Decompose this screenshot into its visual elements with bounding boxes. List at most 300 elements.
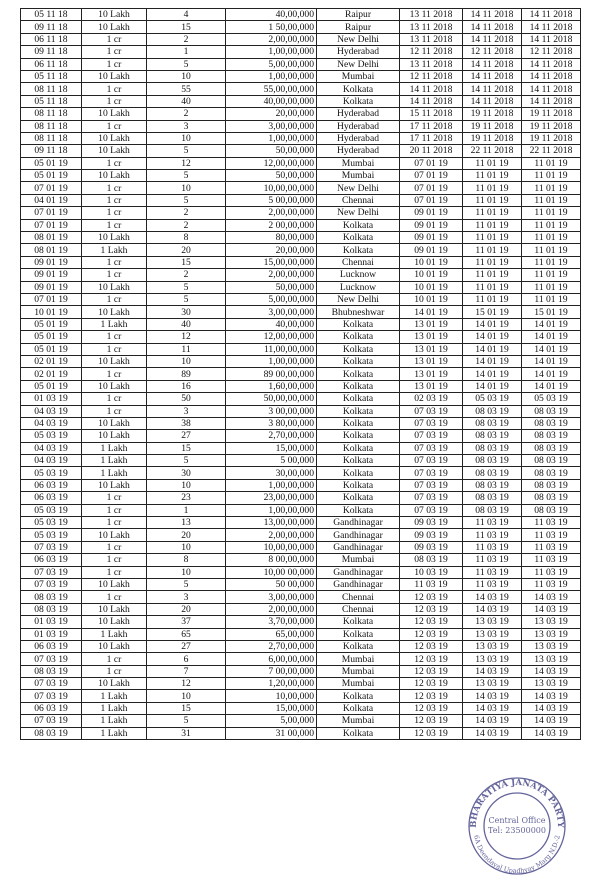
table-cell: 14 11 2018 <box>463 95 522 107</box>
table-cell: 3 00,00,000 <box>226 405 317 417</box>
table-cell: 12 03 19 <box>400 591 463 603</box>
table-cell: 10 Lakh <box>82 9 147 21</box>
table-cell: 11 03 19 <box>522 517 581 529</box>
table-row <box>21 170 581 182</box>
table-cell: 65,00,000 <box>226 628 317 640</box>
table-cell: 08 11 18 <box>21 120 82 132</box>
table-cell: 11 03 19 <box>463 541 522 553</box>
table-cell: Kolkata <box>317 430 400 442</box>
table-cell: 12 <box>147 331 226 343</box>
table-cell: 2,00,00,000 <box>226 269 317 281</box>
table-cell: 02 03 19 <box>400 393 463 405</box>
table-cell: 11 01 19 <box>463 194 522 206</box>
table-row <box>21 665 581 677</box>
table-cell: 2,00,00,000 <box>226 207 317 219</box>
table-row <box>21 529 581 541</box>
table-cell: 15 <box>147 21 226 33</box>
table-cell: Kolkata <box>317 355 400 367</box>
table-cell: 04 03 19 <box>21 417 82 429</box>
table-cell: 12 11 2018 <box>400 46 463 58</box>
table-cell: 1 cr <box>82 194 147 206</box>
table-cell: 14 11 2018 <box>463 9 522 21</box>
table-cell: Hyderabad <box>317 46 400 58</box>
table-cell: 13 03 19 <box>463 628 522 640</box>
table-cell: 11 03 19 <box>463 517 522 529</box>
table-cell: 20 11 2018 <box>400 145 463 157</box>
table-cell: 2 <box>147 108 226 120</box>
table-cell: 27 <box>147 430 226 442</box>
table-cell: 11 01 19 <box>463 170 522 182</box>
table-row <box>21 70 581 82</box>
table-cell: 13 01 19 <box>400 318 463 330</box>
table-cell: 1,60,00,000 <box>226 380 317 392</box>
table-cell: 07 03 19 <box>400 442 463 454</box>
table-cell: 4 <box>147 9 226 21</box>
table-cell: 80,00,000 <box>226 232 317 244</box>
table-row <box>21 318 581 330</box>
table-cell: 12 03 19 <box>400 702 463 714</box>
table-cell: 02 01 19 <box>21 355 82 367</box>
table-row <box>21 405 581 417</box>
table-cell: 08 03 19 <box>522 455 581 467</box>
table-cell: 7 00,00,000 <box>226 665 317 677</box>
table-row <box>21 368 581 380</box>
table-cell: 11 03 19 <box>463 578 522 590</box>
table-cell: Chennai <box>317 256 400 268</box>
table-cell: 1 cr <box>82 504 147 516</box>
table-row <box>21 343 581 355</box>
table-row <box>21 207 581 219</box>
table-cell: 07 03 19 <box>400 455 463 467</box>
table-row <box>21 566 581 578</box>
table-cell: 06 11 18 <box>21 33 82 45</box>
table-row <box>21 517 581 529</box>
table-cell: 12 <box>147 678 226 690</box>
table-cell: 08 03 19 <box>522 492 581 504</box>
table-cell: 05 01 19 <box>21 318 82 330</box>
table-cell: Hyderabad <box>317 108 400 120</box>
table-cell: 07 03 19 <box>21 566 82 578</box>
table-body <box>21 9 581 740</box>
table-cell: 2,00,00,000 <box>226 529 317 541</box>
table-cell: 12 11 2018 <box>400 70 463 82</box>
table-cell: 05 01 19 <box>21 331 82 343</box>
table-cell: 10 Lakh <box>82 430 147 442</box>
table-cell: 1 Lakh <box>82 628 147 640</box>
bond-encashment-table <box>20 8 581 740</box>
table-cell: Chennai <box>317 603 400 615</box>
table-cell: 14 01 19 <box>463 318 522 330</box>
table-cell: Mumbai <box>317 170 400 182</box>
table-cell: 5 <box>147 578 226 590</box>
table-row <box>21 182 581 194</box>
table-row <box>21 430 581 442</box>
table-cell: 1 cr <box>82 492 147 504</box>
table-cell: 31 00,000 <box>226 727 317 739</box>
table-cell: 11 01 19 <box>522 170 581 182</box>
table-cell: 65 <box>147 628 226 640</box>
table-cell: 09 01 19 <box>400 244 463 256</box>
table-cell: 19 11 2018 <box>463 132 522 144</box>
table-cell: 14 11 2018 <box>463 33 522 45</box>
table-cell: 12 11 2018 <box>522 46 581 58</box>
table-cell: 14 01 19 <box>522 355 581 367</box>
table-cell: 17 11 2018 <box>400 120 463 132</box>
table-cell: 20,00,000 <box>226 108 317 120</box>
table-cell: 8 <box>147 554 226 566</box>
table-cell: Mumbai <box>317 715 400 727</box>
table-row <box>21 9 581 21</box>
table-cell: 6 <box>147 653 226 665</box>
table-cell: 08 01 19 <box>21 244 82 256</box>
table-cell: Kolkata <box>317 616 400 628</box>
table-cell: 1 cr <box>82 83 147 95</box>
table-cell: 15 <box>147 702 226 714</box>
table-cell: 11 03 19 <box>522 578 581 590</box>
table-cell: 27 <box>147 640 226 652</box>
table-cell: 14 01 19 <box>522 380 581 392</box>
table-cell: 11 01 19 <box>522 232 581 244</box>
table-cell: Gandhinagar <box>317 529 400 541</box>
table-cell: 40 <box>147 95 226 107</box>
table-cell: 11 01 19 <box>522 194 581 206</box>
table-cell: 14 01 19 <box>463 380 522 392</box>
table-cell: 5,00,000 <box>226 715 317 727</box>
table-cell: 10 <box>147 182 226 194</box>
table-cell: 08 03 19 <box>463 417 522 429</box>
table-cell: 14 03 19 <box>463 715 522 727</box>
table-cell: 2,00,00,000 <box>226 33 317 45</box>
table-row <box>21 108 581 120</box>
table-row <box>21 83 581 95</box>
table-cell: 07 01 19 <box>21 182 82 194</box>
table-cell: 1 cr <box>82 256 147 268</box>
table-cell: 09 11 18 <box>21 145 82 157</box>
table-cell: 14 03 19 <box>522 603 581 615</box>
table-cell: 3,00,00,000 <box>226 306 317 318</box>
table-cell: 11 01 19 <box>463 256 522 268</box>
table-cell: 08 03 19 <box>21 591 82 603</box>
table-cell: 07 03 19 <box>21 715 82 727</box>
table-cell: 19 11 2018 <box>522 132 581 144</box>
table-cell: 15 01 19 <box>463 306 522 318</box>
table-cell: 06 03 19 <box>21 479 82 491</box>
table-row <box>21 455 581 467</box>
table-cell: Mumbai <box>317 157 400 169</box>
table-cell: 06 03 19 <box>21 702 82 714</box>
table-cell: 13 01 19 <box>400 331 463 343</box>
table-row <box>21 603 581 615</box>
table-cell: Kolkata <box>317 219 400 231</box>
table-cell: 07 01 19 <box>21 219 82 231</box>
table-cell: 09 01 19 <box>400 219 463 231</box>
table-cell: 1 cr <box>82 517 147 529</box>
table-cell: 14 11 2018 <box>400 83 463 95</box>
table-cell: 14 11 2018 <box>522 21 581 33</box>
table-row <box>21 616 581 628</box>
table-cell: 10 Lakh <box>82 145 147 157</box>
table-cell: Kolkata <box>317 405 400 417</box>
table-cell: 13 03 19 <box>463 653 522 665</box>
table-cell: 10 Lakh <box>82 417 147 429</box>
table-cell: 13,00,00,000 <box>226 517 317 529</box>
table-cell: 09 03 19 <box>400 517 463 529</box>
table-cell: 11 01 19 <box>522 219 581 231</box>
table-cell: 13 03 19 <box>522 628 581 640</box>
table-cell: 14 11 2018 <box>463 21 522 33</box>
table-cell: 1 cr <box>82 120 147 132</box>
table-cell: 50 00,000 <box>226 578 317 590</box>
table-cell: 14 11 2018 <box>522 70 581 82</box>
table-cell: 14 03 19 <box>522 591 581 603</box>
table-cell: 09 11 18 <box>21 46 82 58</box>
table-cell: Kolkata <box>317 640 400 652</box>
table-cell: 08 03 19 <box>522 417 581 429</box>
table-cell: 11 01 19 <box>463 182 522 194</box>
table-cell: 12 11 2018 <box>463 46 522 58</box>
table-cell: Hyderabad <box>317 120 400 132</box>
table-cell: 11 01 19 <box>522 256 581 268</box>
table-cell: 11 01 19 <box>522 293 581 305</box>
table-row <box>21 145 581 157</box>
table-cell: 08 03 19 <box>463 430 522 442</box>
table-row <box>21 33 581 45</box>
table-cell: 50,00,000 <box>226 170 317 182</box>
table-cell: 1 cr <box>82 33 147 45</box>
table-cell: 14 03 19 <box>463 702 522 714</box>
table-cell: 08 03 19 <box>522 467 581 479</box>
table-cell: 11 01 19 <box>463 219 522 231</box>
table-cell: Mumbai <box>317 653 400 665</box>
table-cell: 10 01 19 <box>400 269 463 281</box>
table-cell: 20,00,000 <box>226 244 317 256</box>
table-cell: Mumbai <box>317 554 400 566</box>
table-row <box>21 219 581 231</box>
table-cell: Kolkata <box>317 455 400 467</box>
table-cell: 10 <box>147 690 226 702</box>
table-cell: 09 01 19 <box>21 281 82 293</box>
table-cell: 13 03 19 <box>463 616 522 628</box>
table-cell: 1 cr <box>82 95 147 107</box>
table-cell: 14 03 19 <box>463 727 522 739</box>
table-cell: Kolkata <box>317 467 400 479</box>
table-cell: 11 <box>147 343 226 355</box>
table-cell: 12,00,00,000 <box>226 157 317 169</box>
table-row <box>21 306 581 318</box>
table-cell: 14 01 19 <box>463 355 522 367</box>
table-cell: 5 00,000 <box>226 455 317 467</box>
table-cell: 3 <box>147 120 226 132</box>
table-cell: 07 03 19 <box>400 405 463 417</box>
table-cell: 89 00,00,000 <box>226 368 317 380</box>
table-cell: 11 01 19 <box>522 182 581 194</box>
table-cell: 50,00,000 <box>226 281 317 293</box>
table-cell: 14 03 19 <box>522 702 581 714</box>
table-cell: 5 00,00,000 <box>226 194 317 206</box>
table-cell: Kolkata <box>317 479 400 491</box>
table-cell: Kolkata <box>317 702 400 714</box>
table-cell: 5 <box>147 455 226 467</box>
table-row <box>21 554 581 566</box>
table-cell: 06 03 19 <box>21 492 82 504</box>
table-cell: 08 03 19 <box>21 727 82 739</box>
table-cell: 11 01 19 <box>463 281 522 293</box>
table-cell: 14 11 2018 <box>463 70 522 82</box>
table-cell: 10 Lakh <box>82 306 147 318</box>
table-cell: 10 01 19 <box>400 281 463 293</box>
table-cell: 08 11 18 <box>21 132 82 144</box>
table-cell: 1,20,00,000 <box>226 678 317 690</box>
table-cell: 10 Lakh <box>82 355 147 367</box>
table-cell: 12 03 19 <box>400 690 463 702</box>
table-cell: 11 01 19 <box>463 207 522 219</box>
table-row <box>21 715 581 727</box>
table-cell: 2 <box>147 219 226 231</box>
table-cell: 1 cr <box>82 591 147 603</box>
table-cell: 07 03 19 <box>21 690 82 702</box>
table-cell: 13 03 19 <box>522 653 581 665</box>
table-cell: 2 <box>147 207 226 219</box>
table-cell: 04 03 19 <box>21 442 82 454</box>
table-cell: Kolkata <box>317 690 400 702</box>
table-cell: 1 cr <box>82 405 147 417</box>
table-cell: 13 03 19 <box>522 616 581 628</box>
table-cell: 08 03 19 <box>463 405 522 417</box>
table-cell: Kolkata <box>317 504 400 516</box>
table-cell: 14 11 2018 <box>522 9 581 21</box>
table-row <box>21 232 581 244</box>
table-cell: 10 <box>147 566 226 578</box>
table-cell: 1 Lakh <box>82 727 147 739</box>
table-cell: 13 03 19 <box>463 640 522 652</box>
table-cell: 50,00,00,000 <box>226 393 317 405</box>
table-cell: Gandhinagar <box>317 517 400 529</box>
table-cell: 07 03 19 <box>21 678 82 690</box>
table-cell: Gandhinagar <box>317 578 400 590</box>
seal-office-text: Central Office <box>488 816 546 825</box>
table-cell: 5,00,00,000 <box>226 58 317 70</box>
table-cell: 19 11 2018 <box>463 108 522 120</box>
table-cell: New Delhi <box>317 182 400 194</box>
table-cell: 12 03 19 <box>400 678 463 690</box>
table-cell: 20 <box>147 244 226 256</box>
table-cell: Mumbai <box>317 665 400 677</box>
table-cell: 05 03 19 <box>522 393 581 405</box>
table-cell: 15 <box>147 442 226 454</box>
table-cell: 2,70,00,000 <box>226 430 317 442</box>
table-cell: 1 cr <box>82 219 147 231</box>
table-cell: 15 <box>147 256 226 268</box>
table-cell: 11 01 19 <box>463 244 522 256</box>
table-cell: 10 Lakh <box>82 281 147 293</box>
table-cell: 13 03 19 <box>463 678 522 690</box>
table-cell: 08 03 19 <box>463 504 522 516</box>
table-row <box>21 653 581 665</box>
table-cell: 13 11 2018 <box>400 9 463 21</box>
table-cell: 1,00,00,000 <box>226 504 317 516</box>
table-row <box>21 578 581 590</box>
table-cell: 14 11 2018 <box>522 33 581 45</box>
table-cell: 05 03 19 <box>21 504 82 516</box>
table-cell: Mumbai <box>317 70 400 82</box>
table-cell: 20 <box>147 603 226 615</box>
table-cell: 14 01 19 <box>522 368 581 380</box>
table-cell: 3,00,00,000 <box>226 591 317 603</box>
table-cell: 1 cr <box>82 554 147 566</box>
table-row <box>21 690 581 702</box>
table-cell: 19 11 2018 <box>522 108 581 120</box>
table-cell: 10 Lakh <box>82 479 147 491</box>
table-cell: 11 03 19 <box>522 554 581 566</box>
table-cell: 11 01 19 <box>522 207 581 219</box>
table-row <box>21 293 581 305</box>
table-cell: 20 <box>147 529 226 541</box>
table-row <box>21 120 581 132</box>
table-cell: 5 <box>147 281 226 293</box>
table-cell: 11 01 19 <box>522 269 581 281</box>
table-cell: 1,00,00,000 <box>226 70 317 82</box>
table-row <box>21 281 581 293</box>
table-cell: 1 cr <box>82 207 147 219</box>
table-cell: 08 03 19 <box>463 442 522 454</box>
table-cell: 22 11 2018 <box>522 145 581 157</box>
table-cell: 05 11 18 <box>21 95 82 107</box>
table-cell: 55,00,00,000 <box>226 83 317 95</box>
table-cell: 12 03 19 <box>400 715 463 727</box>
table-cell: 08 03 19 <box>522 504 581 516</box>
table-row <box>21 95 581 107</box>
table-cell: 14 03 19 <box>463 665 522 677</box>
seal-ring-text: BHARATIYA JANATA PARTY <box>468 777 566 828</box>
table-cell: 10 Lakh <box>82 603 147 615</box>
table-cell: 13 01 19 <box>400 355 463 367</box>
table-row <box>21 393 581 405</box>
table-cell: 6,00,00,000 <box>226 653 317 665</box>
table-cell: 01 03 19 <box>21 393 82 405</box>
table-cell: 7 <box>147 665 226 677</box>
table-cell: 15 01 19 <box>522 306 581 318</box>
table-cell: 10 <box>147 132 226 144</box>
table-row <box>21 355 581 367</box>
table-cell: Kolkata <box>317 232 400 244</box>
table-cell: 31 <box>147 727 226 739</box>
table-cell: 1 cr <box>82 293 147 305</box>
table-cell: 08 03 19 <box>463 467 522 479</box>
table-cell: Mumbai <box>317 678 400 690</box>
table-row <box>21 727 581 739</box>
table-row <box>21 492 581 504</box>
table-cell: 13 01 19 <box>400 380 463 392</box>
table-cell: 12 <box>147 157 226 169</box>
table-cell: 10 Lakh <box>82 380 147 392</box>
table-cell: 14 11 2018 <box>400 95 463 107</box>
table-cell: 11 01 19 <box>463 232 522 244</box>
table-row <box>21 541 581 553</box>
table-cell: 5,00,00,000 <box>226 293 317 305</box>
table-cell: 08 03 19 <box>522 405 581 417</box>
table-row <box>21 244 581 256</box>
table-cell: 13 01 19 <box>400 368 463 380</box>
table-cell: 1 50,00,000 <box>226 21 317 33</box>
table-cell: 3 80,00,000 <box>226 417 317 429</box>
table-cell: 10 Lakh <box>82 70 147 82</box>
table-cell: 8 <box>147 232 226 244</box>
table-cell: 05 03 19 <box>21 517 82 529</box>
table-cell: Kolkata <box>317 417 400 429</box>
table-cell: 08 03 19 <box>522 479 581 491</box>
table-cell: 5 <box>147 170 226 182</box>
table-cell: 14 01 19 <box>400 306 463 318</box>
